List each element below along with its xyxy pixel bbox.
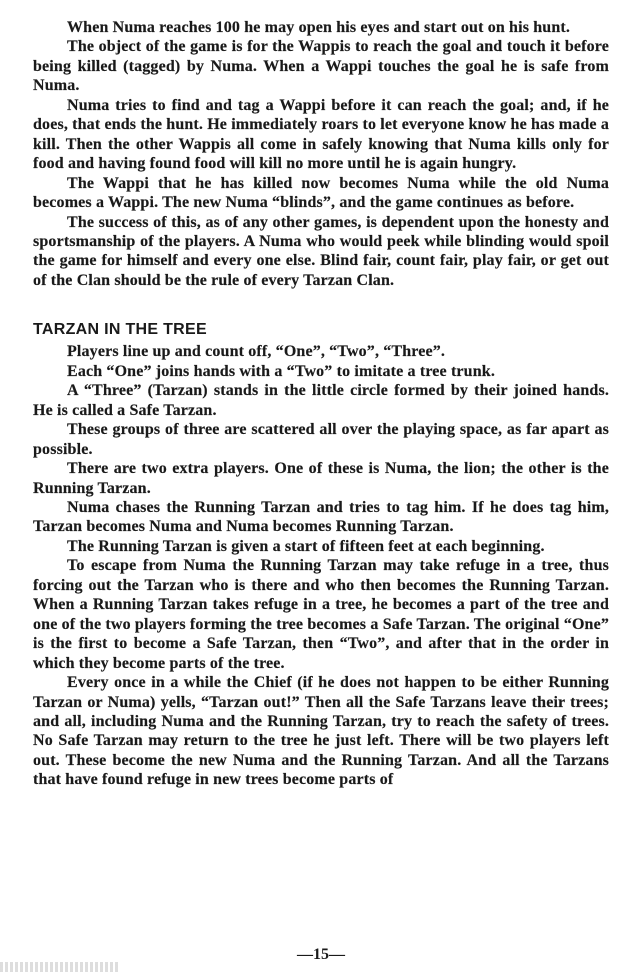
page-text bbox=[33, 18, 609, 790]
intro-paragraph: Numa tries to find and tag a Wappi before it can reach the goal; and, if he does, that ends the hunt. He immediately roars to let everyone know he has made a kill. Then the other Wappis all come in safely knowing that Numa kills only for food and having found food will kill no more until he is again hungry. bbox=[33, 96, 609, 173]
page-number: —15— bbox=[297, 946, 345, 963]
section-paragraph: There are two extra players. One of these is Numa, the lion; the other is the Running Tarzan. bbox=[33, 460, 609, 497]
section-paragraph: A “Three” (Tarzan) stands in the little circle formed by their joined hands. He is called a Safe Tarzan. bbox=[33, 382, 609, 419]
intro-paragraph: The Wappi that he has killed now becomes Numa while the old Numa becomes a Wappi. The new Numa “blinds”, and the game continues as before. bbox=[33, 174, 609, 212]
section-paragraph: Every once in a while the Chief (if he does not happen to be either Running Tarzan or Numa) yells, “Tarzan out!” Then all the Safe Tarzans leave their trees; and all, including Numa and the Running Tarzan, try to reach the safety of trees. No Safe Tarzan may return to the tree he just left. There will be two players left out. These become the new Numa and the Running Tarzan. And all the Tarzans that have found refuge in new trees become parts of bbox=[33, 674, 609, 789]
section-paragraph: These groups of three are scattered all over the playing space, as far apart as possible. bbox=[33, 421, 609, 458]
intro-paragraph: The success of this, as of any other games, is dependent upon the honesty and sportsmanship of the players. A Numa who would peek while blinding would spoil the game for himself and every one else. Blind fair, count fair, play fair, or get out of the Clan should be the rule of every Tarzan Clan. bbox=[33, 213, 609, 289]
section-paragraph: Each “One” joins hands with a “Two” to imitate a tree trunk. bbox=[67, 362, 495, 380]
intro-paragraph: When Numa reaches 100 he may open his eyes and start out on his hunt. bbox=[67, 19, 570, 36]
section-heading: TARZAN IN THE TREE bbox=[33, 321, 207, 339]
scan-edge-artifact bbox=[0, 962, 120, 972]
intro-paragraph: The object of the game is for the Wappis to reach the goal and touch it before being killed (tagged) by Numa. When a Wappi touches the goal he is safe from Numa. bbox=[33, 38, 609, 95]
section-paragraph: Players line up and count off, “One”, “Two”, “Three”. bbox=[67, 343, 446, 361]
section-paragraph: To escape from Numa the Running Tarzan may take refuge in a tree, thus forcing out the Tarzan who is there and who then becomes the Running Tarzan. When a Running Tarzan takes refuge in a tree, he becomes a part of the tree and one of the two players forming the tree becomes a Safe Tarzan. The original “One” is the first to become a Safe Tarzan, then “Two”, and after that in the order in which they become parts of the tree. bbox=[33, 557, 609, 672]
section-paragraph: The Running Tarzan is given a start of fifteen feet at each beginning. bbox=[67, 537, 545, 555]
section-paragraph: Numa chases the Running Tarzan and tries to tag him. If he does tag him, Tarzan becomes Numa and Numa becomes Running Tarzan. bbox=[33, 498, 609, 536]
